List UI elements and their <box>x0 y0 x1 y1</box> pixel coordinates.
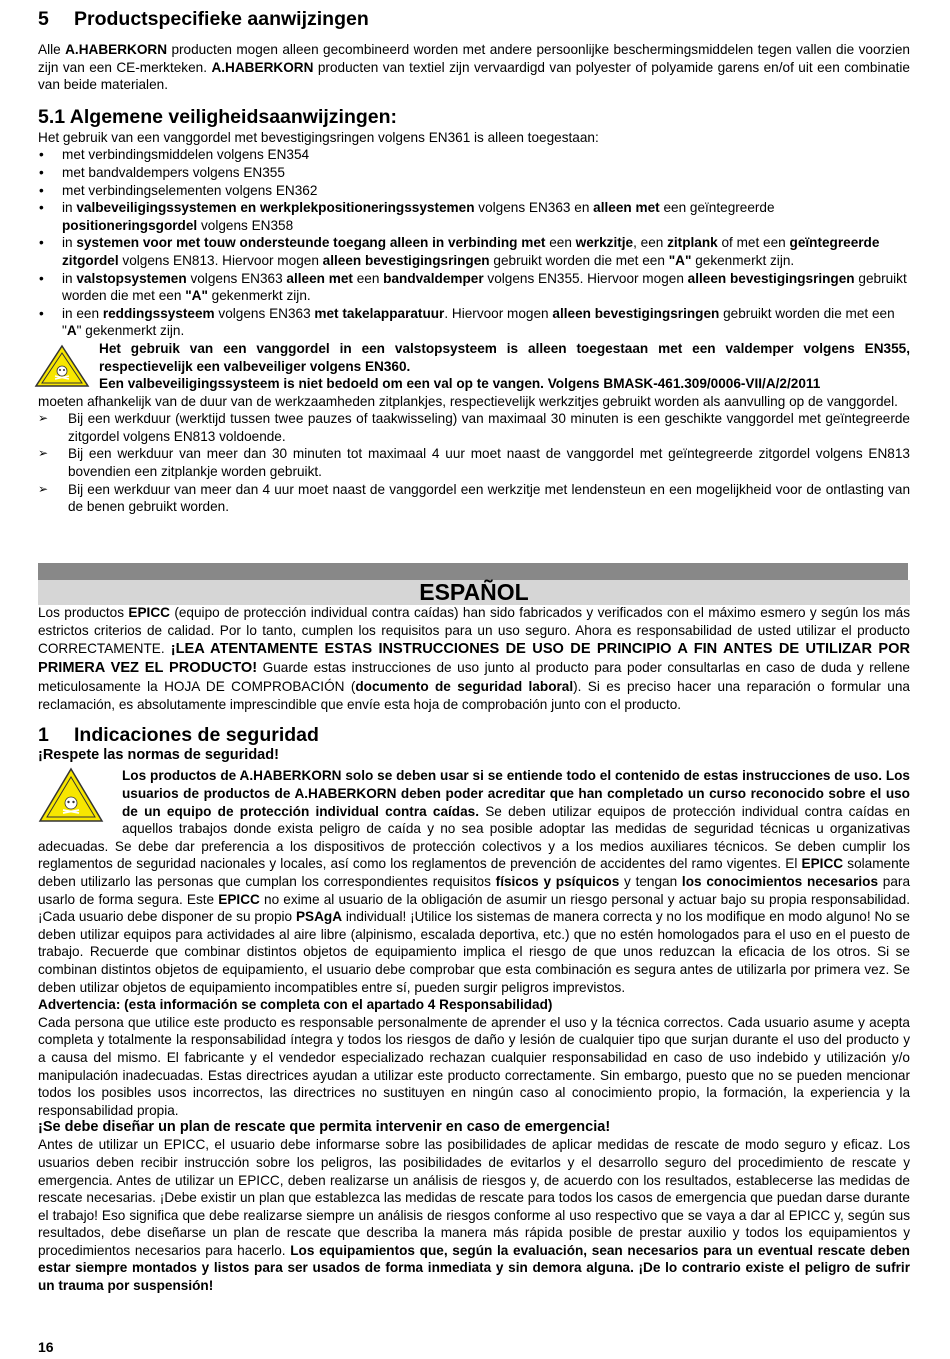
section-5-heading: 5 Productspecifieke aanwijzingen <box>38 8 369 30</box>
list-item: • met verbindingselementen volgens EN362 <box>38 182 910 200</box>
warning-valdemper: Het gebruik van een vanggordel in een valstopsysteem is alleen toegestaan met een valdemper volgens EN355, respectievelijk een valbeveiliger volgens EN360. <box>99 340 910 374</box>
section-5-1-lead: Het gebruik van een vanggordel met bevestigingsringen volgens EN361 is alleen toegestaan: <box>38 129 599 145</box>
rescue-text: Antes de utilizar un EPICC, el usuario debe informarse sobre las posibilidades de aplicar medidas de rescate de modo seguro y eficaz. Los usuarios deben recibir instrucción sobre los peligros, las posibilidades de evitarlos y el desarrollo seguro del procedimiento de rescate y emergencia. Antes de utilizar un EPICC, deben realizarse un análisis de riesgos y, de acuerdo con los resultados, establecerse las medidas de rescate necesarias. ¡Debe existir un plan que establezca las medidas de rescate para todos los casos de emergencia que puedan darse durante el trabajo! Eso significa que debe realizarse siempre un análisis de riesgos conforme al uso respectivo que se vaya a dar al EPICC y, según sus resultados, debe diseñarse un plan de rescate que describa la manera más rápida posible de prestar auxilio y todos los equipamientos y procedimientos necesarios para hacerlo. Los equipamientos que, según la evaluación, sean necesarios para un eventual rescate deben estar siempre montados y listos para ser usados de forma inmediata y sin demora alguna. ¡De lo contrario existe el peligro de sufrir un trauma por suspensión! <box>38 1137 910 1294</box>
spanish-section <box>38 604 910 1295</box>
advertencia-title: Advertencia: (esta información se completa con el apartado 4 Responsabilidad) <box>38 997 553 1013</box>
hazard-skull-icon <box>38 767 104 823</box>
section-5-1-heading: 5.1 Algemene veiligheidsaanwijzingen: <box>38 105 398 128</box>
respete-normas: ¡Respete las normas de seguridad! <box>38 747 279 764</box>
fall-arrest-warning <box>38 340 910 410</box>
list-item: ➢ Bij een werkduur van meer dan 30 minuten tot maximaal 4 uur moet naast de vanggordel met geïntegreerde zitgordel volgens EN813 bovendien een zitplankje worden gebruikt. <box>38 445 910 480</box>
list-item: • in valstopsystemen volgens EN363 alleen met een bandvaldemper volgens EN355. Hiervoor mogen alleen bevestigingsringen gebruikt worden die met een "A" gekenmerkt zijn. <box>38 270 910 305</box>
list-item: • in een reddingssysteem volgens EN363 met takelapparatuur. Hiervoor mogen alleen bevestigingsringen gebruikt worden die met een "A" gekenmerkt zijn. <box>38 305 910 340</box>
list-item: • met bandvaldempers volgens EN355 <box>38 164 910 182</box>
rescue-title: ¡Se debe diseñar un plan de rescate que permita intervenir en caso de emergencia! <box>38 1119 611 1136</box>
advertencia-text: Cada persona que utilice este producto es responsable personalmente de aprender el uso y la técnica correctos. Cada usuario asume y acepta completa y totalmente la responsabilidad íntegra y todos los riesgos de daño y lesión de cualquier tipo que surjan durante el uso del producto y a causa del mismo. El fabricante y el vendedor especializado rechazan cualquier responsabilidad en caso de uso indebido y utilización y/o manipulación inadecuadas. Estas directrices ayudan a utilizar este producto correctamente. Sin embargo, puesto que no se pueden mencionar todos los posibles usos incorrectos, las directrices no sustituyen en ningún caso al conocimiento propio, la formación, la experiencia y la responsabilidad propia. <box>38 1014 910 1118</box>
list-item: ➢ Bij een werkduur van meer dan 4 uur moet naast de vanggordel een werkzitje met lendensteun en een mogelijkheid voor de ontlasting van de benen gebruikt worden. <box>38 481 910 516</box>
language-heading-espanol: ESPAÑOL <box>38 580 910 605</box>
en361-usage-list <box>38 146 910 340</box>
safety-block <box>38 767 910 996</box>
workduration-list <box>38 410 910 516</box>
list-item: • met verbindingsmiddelen volgens EN354 <box>38 146 910 164</box>
document-page <box>38 6 910 516</box>
indicaciones-heading: 1 Indicaciones de seguridad <box>38 724 319 747</box>
espanol-intro: Los productos EPICC (equipo de protección individual contra caídas) han sido fabricados y verificados con el máximo esmero y según los más estrictos criterios de calidad. Por lo tanto, cumplen los requisitos para un uso seguro. Ahora es responsabilidad de usted utilizar el producto CORRECTAMENTE. ¡LEA ATENTAMENTE ESTAS INSTRUCCIONES DE USO DE PRINCIPIO A FIN ANTES DE UTILIZAR POR PRIMERA VEZ EL PRODUCTO! Guarde estas instrucciones de uso junto al producto para poder consultarlas en caso de duda y rellene meticulosamente la HOJA DE COMPROBACIÓN (documento de seguridad laboral). Si es preciso hacer una reparación o formular una reclamación, es absolutamente imprescindible que envíe esta hoja de comprobación junto con el producto. <box>38 605 910 712</box>
section-divider-bar <box>38 563 908 580</box>
warning-valbeveiliging: Een valbeveiligingssysteem is niet bedoeld om een val op te vangen. Volgens BMASK-461.309/0006-VII/A/2/2011 <box>99 376 821 392</box>
safety-text: Los productos de A.HABERKORN solo se deben usar si se entiende todo el contenido de estas instrucciones de uso. Los usuarios de productos de A.HABERKORN deben poder acreditar que han completado un curso reconocido sobre el uso de un equipo de protección individual contra caídas. Se deben utilizar equipos de protección individual contra caídas en aquellos trabajos donde exista peligro de caída y no sea posible adoptar las medidas de seguridad técnicas u organizativas adecuadas. Se debe dar preferencia a los dispositivos de protección colectivos y a los medios auxiliares técnicos. Se deben cumplir los reglamentos de seguridad nacionales y locales, así como los reglamentos de prevención de accidentes del ramo vigentes. El EPICC solamente deben utilizarlo las personas que cumplan los correspondientes requisitos físicos y psíquicos y tengan los conocimientos necesarios para usarlo de forma segura. Este EPICC no exime al usuario de la obligación de asumir un riesgo personal y actuar bajo su propia responsabilidad. ¡Cada usuario debe disponer de su propio PSAgA individual! ¡Utilice los sistemas de manera correcta y no los modifique en modo alguno! No se deben utilizar equipos para actividades al aire libre (alpinismo, escalada deportiva, etc.) que no estén homologados para el uso en el puesto de trabajo. Recuerde que combinar distintos objetos de equipamiento implica el riesgo de que unos reduzcan la eficacia de los otros. Si se combinan distintos objetos de equipamiento, el usuario debe comprobar que esta combinación es segura antes de utilizarla por primera vez. Se deben utilizar objetos de equipamiento incompatibles entre sí, pueden surgir peligros imprevistos. <box>38 768 911 995</box>
list-item: ➢ Bij een werkduur (werktijd tussen twee pauzes of taakwisseling) van maximaal 30 minuten is een geschikte vanggordel met geïntegreerde zitgordel volgens EN813 voldoende. <box>38 410 910 445</box>
page-number: 16 <box>38 1339 54 1355</box>
section-5-intro: Alle A.HABERKORN producten mogen alleen gecombineerd worden met andere persoonlijke beschermingsmiddelen tegen vallen die voorzien zijn van een CE-merkteken. A.HABERKORN producten van textiel zijn vervaardigd van polyester of polyamide garens en/of uit een combinatie van beide materialen. <box>38 42 910 93</box>
list-item: • in systemen voor met touw ondersteunde toegang alleen in verbinding met een werkzitje, een zitplank of met een geïntegreerde zitgordel volgens EN813. Hiervoor mogen alleen bevestigingsringen gebruikt worden die met een "A" gekenmerkt zijn. <box>38 234 910 269</box>
list-item: • in valbeveiligingssystemen en werkplekpositioneringssystemen volgens EN363 en alleen met een geïntegreerde positioneringsgordel volgens EN358 <box>38 199 910 234</box>
warning-rest: moeten afhankelijk van de duur van de werkzaamheden zitplankjes, respectievelijk werkzitjes gebruikt worden als aanvulling op de vanggordel. <box>38 393 898 409</box>
hazard-skull-icon <box>34 344 90 388</box>
